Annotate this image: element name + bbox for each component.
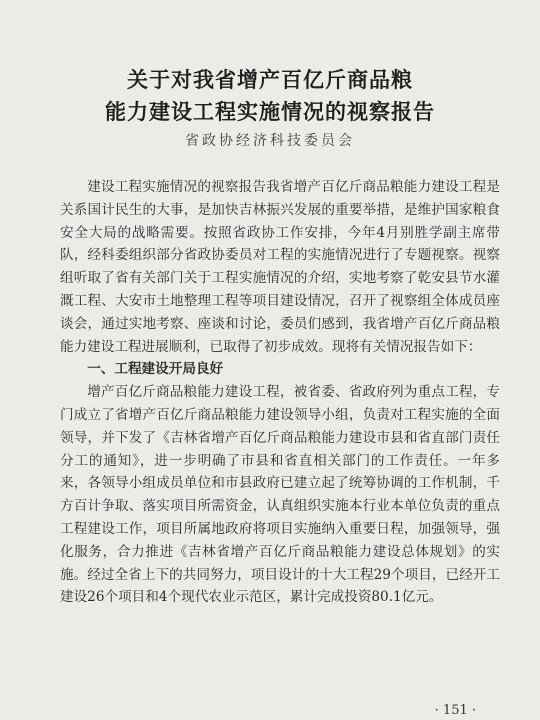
page-number: · 151 · (434, 703, 476, 718)
report-author: 省政协经济科技委员会 (185, 133, 355, 149)
intro-paragraph: 建设工程实施情况的视察报告我省增产百亿斤商品粮能力建设工程是关系国计民生的大事，是加快吉林振兴发展的重要举措，是维护国家粮食安全大局的战略需要。按照省政协工作安排，今年4月别胜学副主席带队，经科委组织部分省政协委员对工程的实施情况进行了专题视察。视察组听取了省有关部门关于工程实施情况的介绍，实地考察了乾安县节水灌溉工程、大安市土地整理工程等项目建设情况，召开了视察组全体成员座谈会，通过实地考察、座谈和讨论，委员们感到，我省增产百亿斤商品粮能力建设工程进展顺利，已取得了初步成效。现将有关情况报告如下： (60, 179, 500, 355)
report-title-line-2: 能力建设工程实施情况的视察报告 (105, 99, 435, 124)
section-heading: 一、工程建设开局良好 (87, 361, 224, 378)
report-body (60, 176, 500, 609)
report-title-line-1: 关于对我省增产百亿斤商品粮 (127, 67, 413, 92)
section-paragraph: 增产百亿斤商品粮能力建设工程，被省委、省政府列为重点工程，专门成立了省增产百亿斤商品粮能力建设领导小组，负责对工程实施的全面领导，并下发了《吉林省增产百亿斤商品粮能力建设市县和省直部门责任分工的通知》，进一步明确了市县和省直相关部门的工作责任。一年多来，各领导小组成员单位和市县政府已建立起了统筹协调的工作机制，千方百计争取、落实项目所需资金，认真组织实施本行业本单位负责的重点工程建设工作，项目所属地政府将项目实施纳入重要日程，加强领导，强化服务，合力推进《吉林省增产百亿斤商品粮能力建设总体规划》的实施。经过全省上下的共同努力，项目设计的十大工程29个项目，已经开工建设26个项目和4个现代农业示范区，累计完成投资80.1亿元。 (60, 384, 500, 606)
